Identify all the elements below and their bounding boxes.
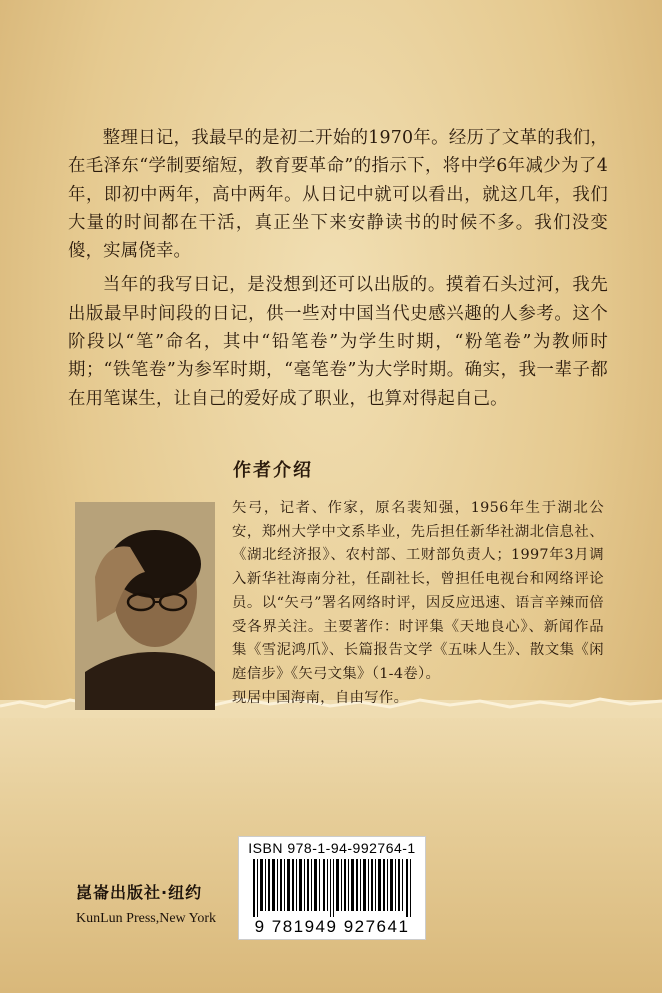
publisher-name-cn: 崑崙出版社·纽约 <box>76 883 203 902</box>
author-photo <box>75 502 215 710</box>
isbn-label: ISBN 978-1-94-992764-1 <box>248 840 416 856</box>
barcode-icon <box>249 859 415 917</box>
intro-paragraph-2: 当年的我写日记，是没想到还可以出版的。摸着石头过河，我先出版最早时间段的日记，供一些对中国当代史感兴趣的人参考。这个阶段以“笔”命名，其中“铅笔卷”为学生时期，“粉笔卷”为教师时期；“铁笔卷”为参军时期，“毫笔卷”为大学时期。确实，我一辈子都在用笔谋生，让自己的爱好成了职业，也算对得起自己。 <box>68 275 608 409</box>
author-bio <box>232 497 604 710</box>
publisher-name-en: KunLun Press,New York <box>76 911 217 926</box>
barcode-digits: 9 781949 927641 <box>254 917 410 936</box>
author-heading: 作者介绍 <box>233 460 313 481</box>
isbn-barcode <box>238 836 426 940</box>
intro-text <box>68 124 608 419</box>
author-portrait-icon <box>75 502 215 710</box>
author-bio-text: 矢弓，记者、作家，原名裴知强，1956年生于湖北公安，郑州大学中文系毕业，先后担任新华社湖北信息社、《湖北经济报》、农村部、工财部负责人；1997年3月调入新华社海南分社，任副社长，曾担任电视台和网络评论员。以“矢弓”署名网络时评，因反应迅速、语言辛辣而倍受各界关注。主要著作：时评集《天地良心》、新闻作品集《雪泥鸿爪》、长篇报告文学《五味人生》、散文集《闲庭信步》《矢弓文集》（1-4卷）。 <box>232 500 604 682</box>
publisher-block <box>76 880 216 927</box>
author-bio-residence: 现居中国海南，自由写作。 <box>232 689 409 706</box>
intro-paragraph-1: 整理日记，我最早的是初二开始的1970年。经历了文革的我们，在毛泽东“学制要缩短，教育要革命”的指示下，将中学6年减少为了4年，即初中两年，高中两年。从日记中就可以看出，就这几年，我们大量的时间都在干活，真正坐下来安静读书的时候不多。我们没变傻，实属侥幸。 <box>68 128 608 262</box>
